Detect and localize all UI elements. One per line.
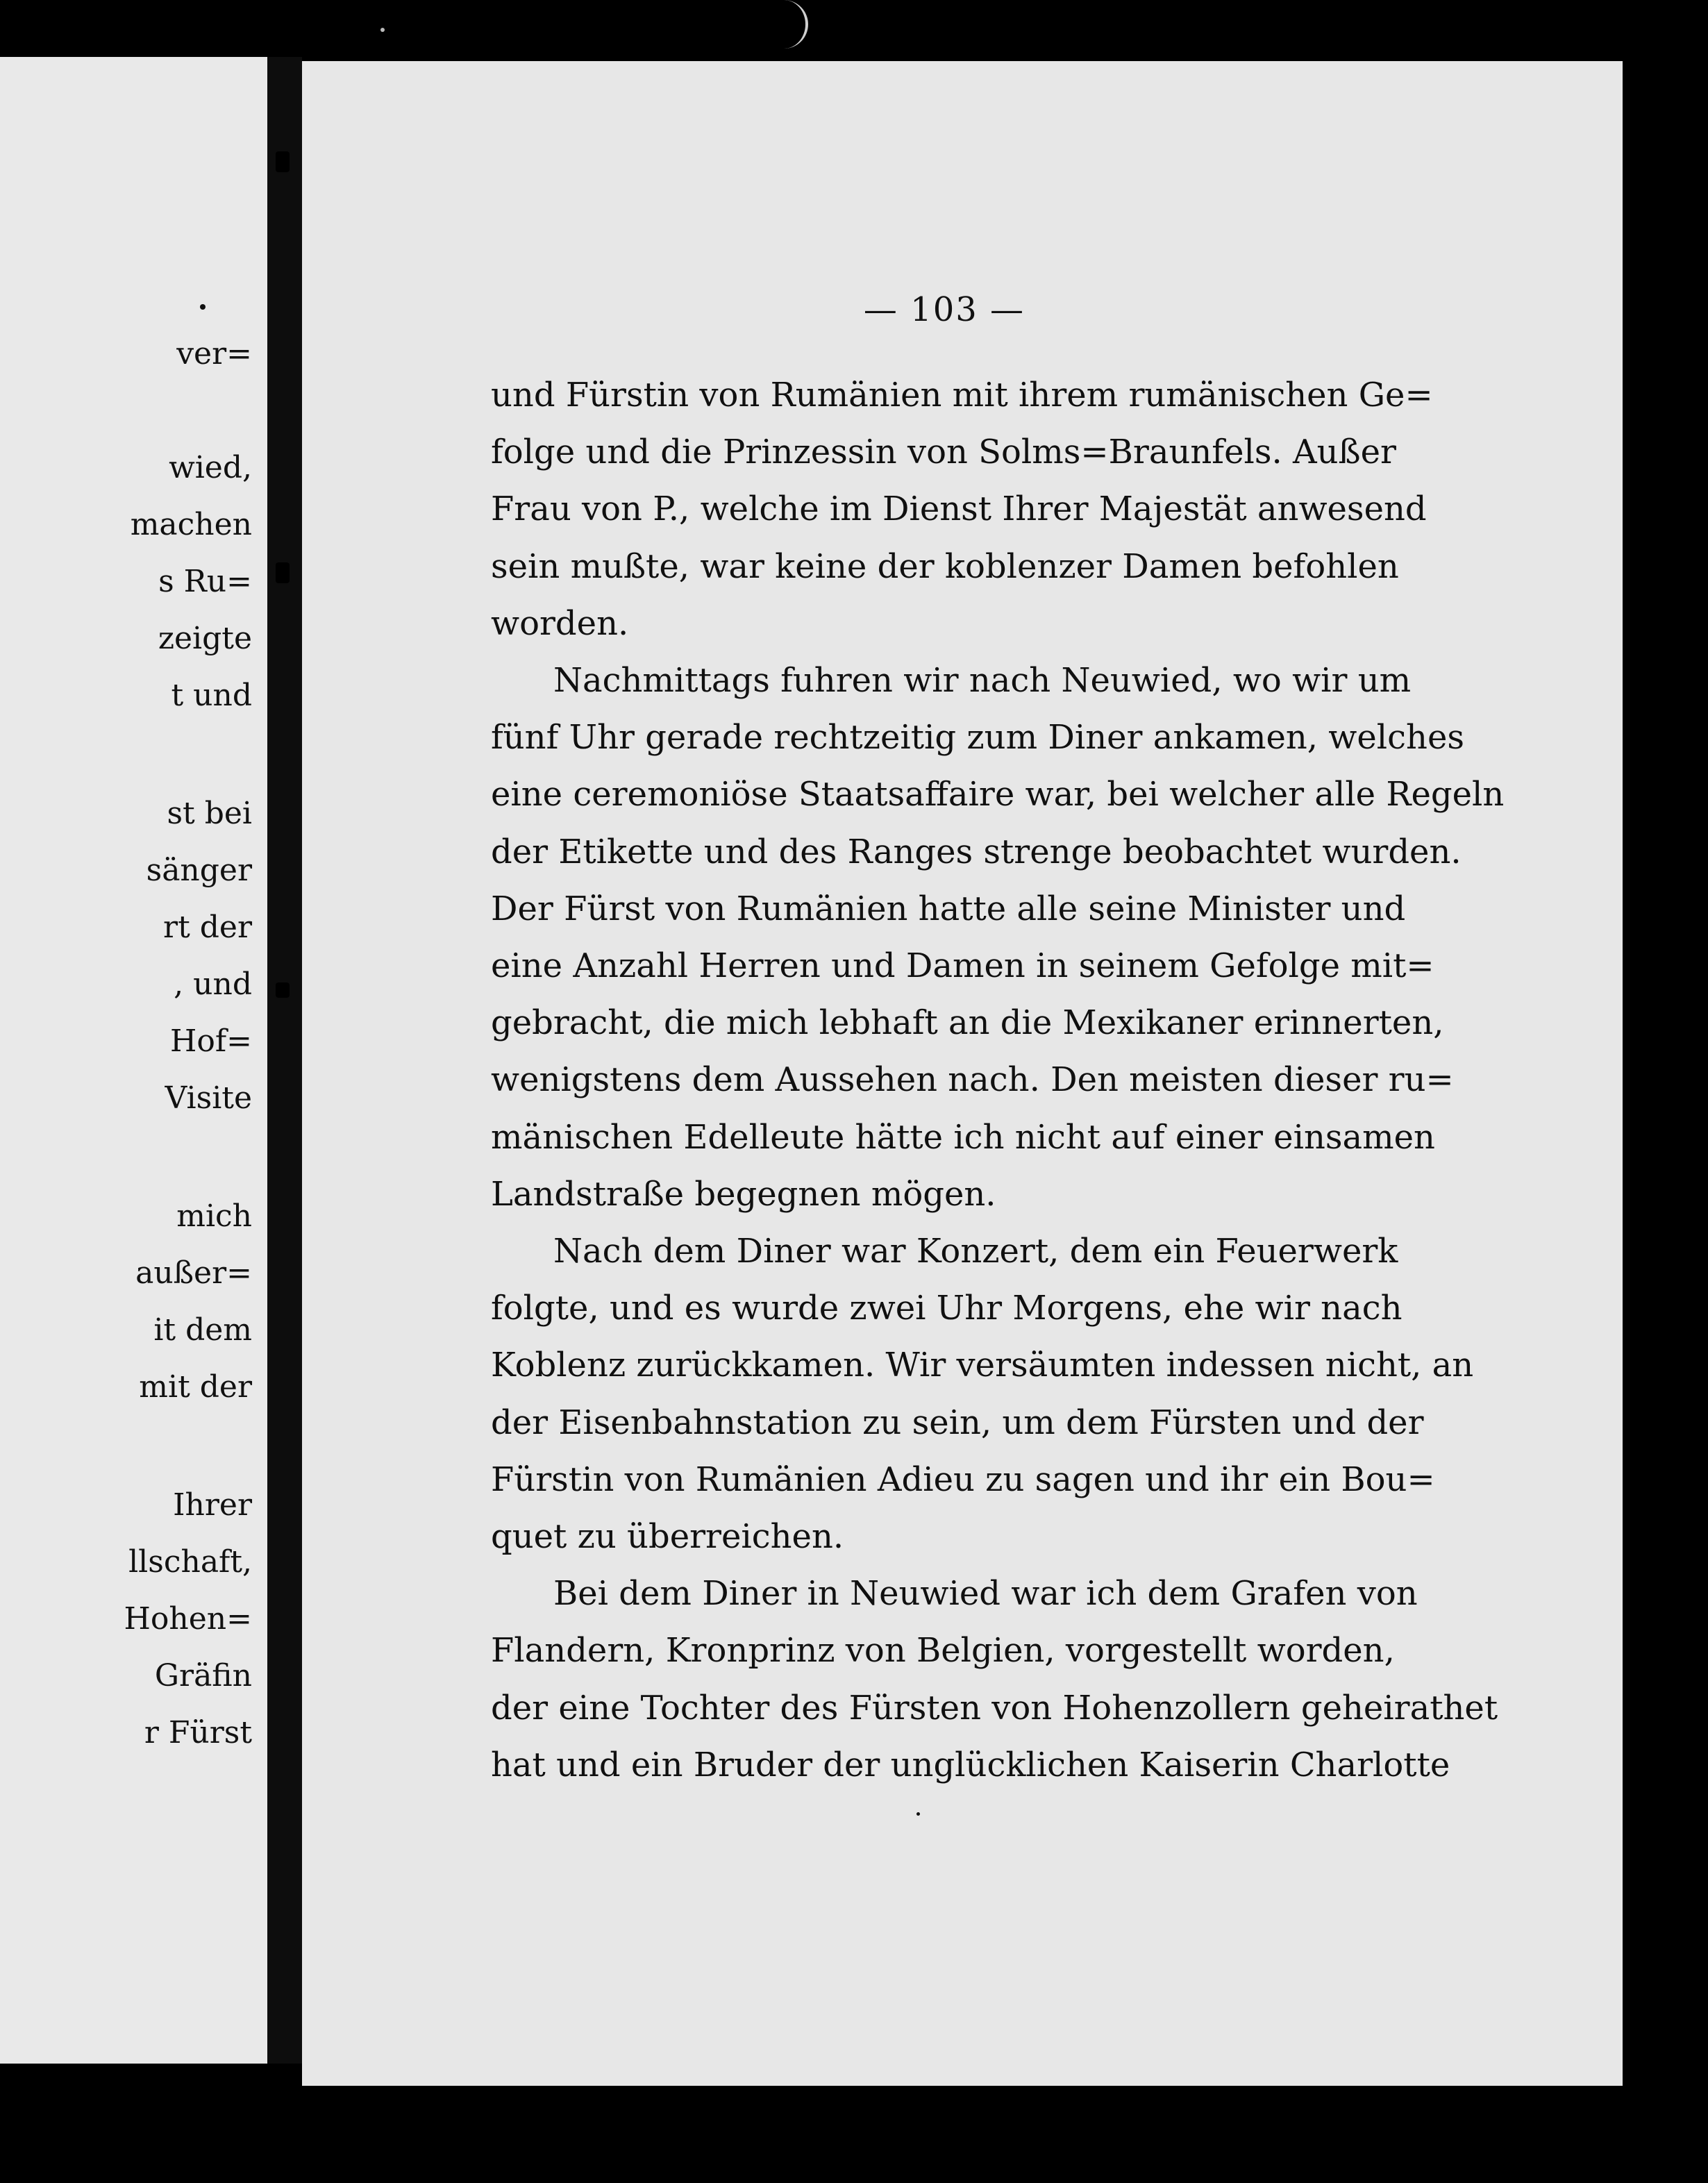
previous-page-line: llschaft, [128, 1544, 252, 1580]
previous-page-line: Hof= [169, 1023, 252, 1059]
text-line: Landstraße begegnen mögen. [491, 1175, 996, 1214]
previous-page-line: mit der [139, 1369, 252, 1405]
text-line: Nachmittags fuhren wir nach Neuwied, wo wir um [553, 661, 1412, 700]
previous-page-line: st bei [167, 796, 252, 831]
previous-page-line: außer= [135, 1255, 252, 1291]
text-line: und Fürstin von Rumänien mit ihrem rumänischen Ge= [491, 376, 1433, 415]
dust-speck [380, 28, 385, 32]
text-line: der Eisenbahnstation zu sein, um dem Fürsten und der [491, 1403, 1424, 1442]
page-number: — 103 — [863, 290, 1025, 329]
text-line: worden. [491, 604, 629, 643]
previous-page-line: mich [176, 1198, 252, 1234]
previous-page-line: ver= [176, 336, 252, 371]
text-line: eine ceremoniöse Staatsaffaire war, bei welcher alle Regeln [491, 775, 1505, 814]
previous-page-line: zeigte [158, 621, 252, 656]
previous-page-line: sänger [146, 853, 252, 888]
previous-page-line: rt der [163, 910, 252, 945]
text-line: Koblenz zurückkamen. Wir versäumten indessen nicht, an [491, 1346, 1474, 1385]
text-line: eine Anzahl Herren und Damen in seinem Gefolge mit= [491, 946, 1434, 985]
text-line: der Etikette und des Ranges strenge beobachtet wurden. [491, 833, 1462, 871]
text-line: folge und die Prinzessin von Solms=Braunfels. Außer [491, 433, 1396, 471]
previous-page-line: Ihrer [173, 1487, 252, 1523]
previous-page-line: r Fürst [144, 1715, 252, 1750]
book-gutter [267, 57, 302, 2064]
dust-speck [916, 1812, 920, 1816]
previous-page-line: machen [130, 507, 252, 542]
text-line: der eine Tochter des Fürsten von Hohenzollern geheirathet [491, 1689, 1498, 1728]
text-line: Nach dem Diner war Konzert, dem ein Feuerwerk [553, 1232, 1398, 1271]
text-line: wenigstens dem Aussehen nach. Den meisten dieser ru= [491, 1060, 1454, 1099]
text-line: gebracht, die mich lebhaft an die Mexikaner erinnerten, [491, 1003, 1444, 1042]
previous-page-line: s Ru= [158, 564, 252, 599]
text-line: sein mußte, war keine der koblenzer Damen befohlen [491, 547, 1399, 586]
previous-page-line: Hohen= [124, 1601, 252, 1637]
previous-page [0, 57, 267, 2064]
text-line: fünf Uhr gerade rechtzeitig zum Diner ankamen, welches [491, 718, 1464, 757]
previous-page-line: Gräfin [154, 1658, 252, 1693]
previous-page-line: , und [174, 967, 252, 1002]
previous-page-line: wied, [169, 450, 252, 485]
text-line: Flandern, Kronprinz von Belgien, vorgestellt worden, [491, 1631, 1395, 1670]
scan-artifact [764, 0, 808, 49]
text-line: folgte, und es wurde zwei Uhr Morgens, ehe wir nach [491, 1289, 1403, 1328]
text-line: quet zu überreichen. [491, 1517, 844, 1556]
previous-page-line: Visite [165, 1080, 252, 1116]
text-line: Frau von P., welche im Dienst Ihrer Majestät anwesend [491, 490, 1427, 528]
text-line: Fürstin von Rumänien Adieu zu sagen und ihr ein Bou= [491, 1460, 1435, 1499]
text-line: Der Fürst von Rumänien hatte alle seine Minister und [491, 889, 1406, 928]
text-line: hat und ein Bruder der unglücklichen Kaiserin Charlotte [491, 1746, 1450, 1784]
text-line: mänischen Edelleute hätte ich nicht auf einer einsamen [491, 1118, 1435, 1157]
gutter-mark [276, 562, 290, 583]
previous-page-line: it dem [153, 1312, 252, 1348]
dust-speck [200, 304, 206, 310]
gutter-mark [276, 982, 290, 998]
text-line: Bei dem Diner in Neuwied war ich dem Grafen von [553, 1574, 1418, 1613]
gutter-mark [276, 151, 290, 172]
previous-page-line: t und [171, 678, 252, 713]
